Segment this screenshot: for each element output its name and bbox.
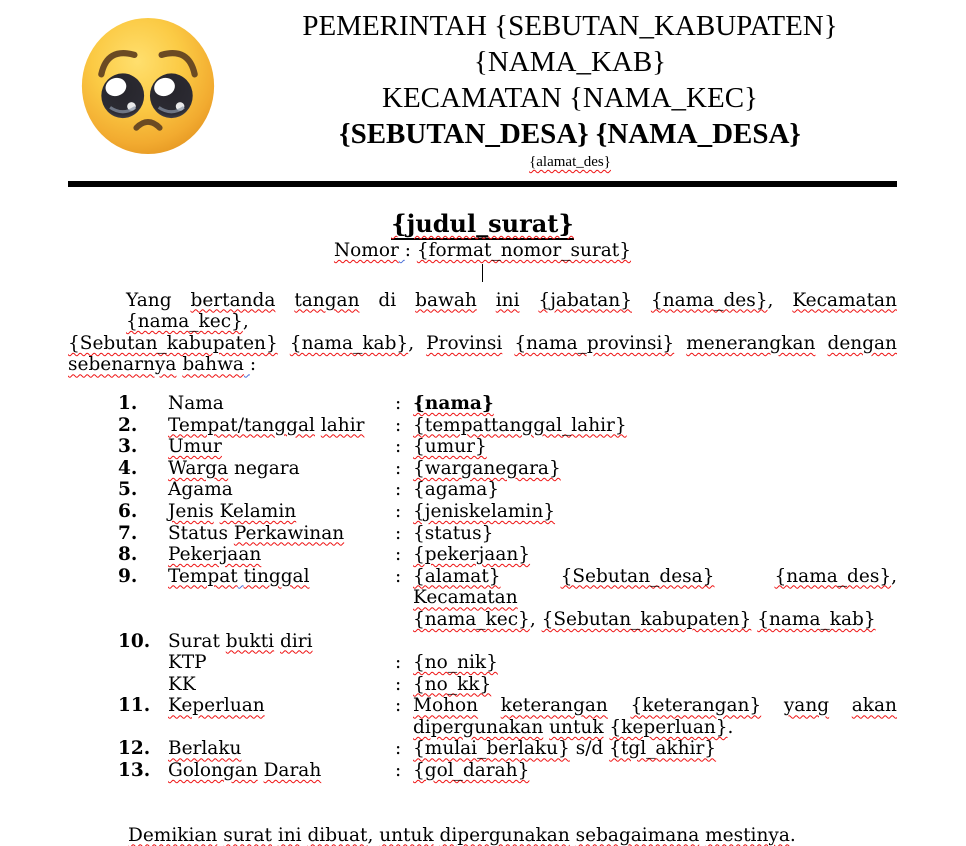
row-label: Tempat/tanggal lahir (168, 414, 365, 436)
letter-body[interactable] (68, 210, 897, 846)
row-label: Jenis Kelamin (168, 500, 297, 522)
statement-row (118, 458, 897, 480)
row-number: 8. (118, 544, 138, 566)
intro-paragraph (68, 290, 897, 376)
letterhead-regency-line: {NAMA_KAB} (473, 46, 667, 78)
row-number: 5. (118, 479, 138, 501)
row-value: {no_kk} (413, 673, 492, 695)
letterhead-village-line: {SEBUTAN_DESA} {NAMA_DESA} (339, 118, 801, 150)
row-colon: : (395, 392, 402, 414)
row-number: 10. (118, 630, 151, 652)
row-number: 13. (118, 760, 151, 782)
row-colon: : (395, 738, 402, 760)
row-number: 3. (118, 436, 138, 458)
row-colon: : (395, 652, 402, 674)
row-colon: : (395, 544, 402, 566)
row-colon: : (395, 695, 402, 717)
row-label: Agama (168, 479, 233, 501)
row-value: {status} (413, 522, 494, 544)
statement-row (118, 566, 897, 631)
statement-row (118, 631, 897, 653)
statement-row (118, 523, 897, 545)
statement-row (118, 501, 897, 523)
row-number: 1. (118, 392, 138, 414)
row-value: {pekerjaan} (413, 544, 531, 566)
letter-title (68, 210, 897, 237)
row-label: KK (168, 673, 196, 695)
letter-title-text: {judul_surat} (391, 209, 574, 238)
row-number: 2. (118, 414, 138, 436)
row-value: Mohon keterangan {keterangan} yang akan dipergunakan untuk {keperluan}. (413, 695, 897, 738)
row-label: Warga negara (168, 457, 300, 479)
row-value: {warganegara} (413, 457, 561, 479)
statement-row (118, 479, 897, 501)
row-label: Pekerjaan (168, 544, 262, 566)
statement-row (118, 436, 897, 458)
row-label: Berlaku (168, 738, 242, 760)
row-value: {agama} (413, 479, 500, 501)
statement-row (118, 695, 897, 738)
statement-row (118, 652, 897, 674)
pleading-face-emoji-logo (78, 14, 218, 158)
row-label: Status Perkawinan (168, 522, 345, 544)
row-number: 6. (118, 500, 138, 522)
letterhead-government-line: PEMERINTAH {SEBUTAN_KABUPATEN} (302, 10, 838, 42)
row-label: Keperluan (168, 695, 265, 717)
row-label: Nama (168, 392, 224, 414)
row-number: 7. (118, 522, 138, 544)
row-value: {jeniskelamin} (413, 500, 556, 522)
intro-line: Yang bertanda tangan di bawah ini {jabatan} {nama_des}, Kecamatan {nama_kec}, (126, 289, 897, 333)
row-number (118, 652, 168, 674)
letter-number-line: Nomor : {format_nomor_surat} (333, 240, 632, 261)
statement-row (118, 544, 897, 566)
row-value (413, 631, 897, 653)
letterhead-address: {alamat_des} (529, 154, 611, 170)
intro-line: {Sebutan_kabupaten} {nama_kab}, Provinsi {nama_provinsi} menerangkan dengan (68, 332, 897, 354)
row-label: Tempat tinggal (168, 565, 310, 587)
row-value: {tempattanggal_lahir} (413, 414, 627, 436)
row-number: 4. (118, 457, 138, 479)
row-value: {no_nik} (413, 652, 498, 674)
text-cursor (482, 264, 484, 282)
statement-row (118, 415, 897, 437)
row-number (118, 674, 168, 696)
row-colon: : (395, 673, 402, 695)
row-colon: : (395, 760, 402, 782)
row-label: KTP (168, 652, 207, 674)
row-colon: : (395, 500, 402, 522)
row-value: {mulai_berlaku} s/d {tgl_akhir} (413, 738, 717, 760)
row-number: 12. (118, 738, 151, 760)
row-colon: : (395, 414, 402, 436)
row-label: Umur (168, 436, 222, 458)
row-value: {umur} (413, 436, 487, 458)
statement-row (118, 393, 897, 415)
row-value: {nama} (413, 392, 494, 414)
row-colon: : (395, 522, 402, 544)
closing-paragraph: Demikian surat ini dibuat, untuk dipergunakan sebagaimana mestinya. (128, 824, 796, 846)
letterhead-divider (68, 181, 897, 187)
row-label: Golongan Darah (168, 760, 322, 782)
letterhead-district-line: KECAMATAN {NAMA_KEC} (382, 82, 758, 114)
row-colon: : (395, 565, 402, 587)
letterhead (212, 8, 928, 171)
row-colon: : (395, 436, 402, 458)
statement-row (118, 674, 897, 696)
statement-row (118, 738, 897, 760)
row-label: Surat bukti diri (168, 630, 313, 652)
row-colon: : (395, 479, 402, 501)
statement-list (68, 393, 897, 782)
intro-line: sebenarnya bahwa : (68, 354, 257, 376)
row-number: 9. (118, 565, 138, 587)
row-number: 11. (118, 695, 151, 717)
row-colon (395, 631, 413, 653)
row-value: {alamat} {Sebutan_desa} {nama_des}, Kecamatan {nama_kec}, {Sebutan_kabupaten} {nama_kab} (413, 565, 897, 630)
row-value: {gol_darah} (413, 760, 530, 782)
row-colon: : (395, 457, 402, 479)
statement-row (118, 760, 897, 782)
